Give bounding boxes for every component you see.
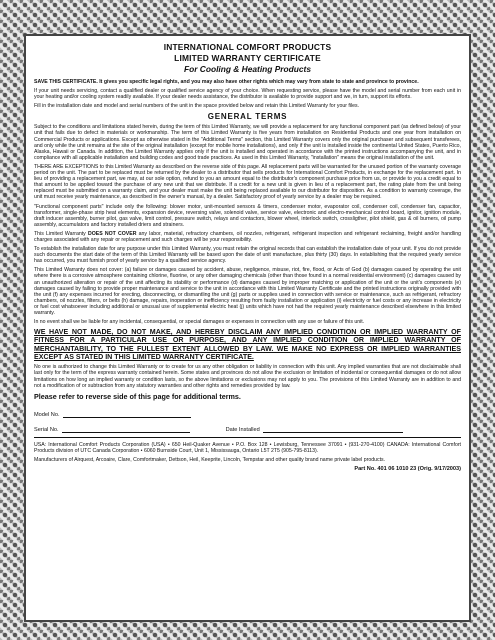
serial-label: Serial No.	[34, 426, 59, 433]
model-label: Model No.	[34, 411, 60, 418]
general-terms-heading: GENERAL TERMS	[207, 112, 288, 122]
functional-parts-paragraph: "Functional component parts" include only the following: blower motor, unit-mounted sensors & timers, condenser motor, evaporator coil, condenser coil, condenser fan, capacitor, transformer, single-phase strip heat elements, expansion device, reversing valve, solenoid valve, service valve, electronic and electro-mechanical control board, ignitor, ignition module, draft inducer assembly, burner pilot, gas valve, limit control, pressure switch, relays and contactors, blower wheel, interlock switch, crossligther, pilot shield, gas & oil burners, oil pump assembly, accumulators and factory installed driers and strainers.	[34, 203, 461, 228]
not-covered-rest: any labor, material, refractory chambers, oil nozzles, refrigerant, refrigerant inspection and refrigerant reclaiming, freight and/or handling charges associated with any repair or replacement and such charges will be your responsibility.	[34, 230, 461, 243]
model-field[interactable]	[63, 411, 191, 418]
save-certificate-text: SAVE THIS CERTIFICATE. It gives you specific legal rights, and you may also have other rights which may vary from state to state and province to province.	[34, 79, 419, 85]
installation-date-paragraph: To establish the installation date for any purpose under this Limited Warranty, you must retain the original records that can establish the installation date of your unit. If you do not provide such documents the start date of the term of this Limited Warranty will be based upon the date of unit manufacture, plus thirty (30) days. In establishing that the required yearly service has occurred, you must furnish proof of yearly service by a qualified service agency.	[34, 246, 461, 265]
certificate-title: LIMITED WARRANTY CERTIFICATE	[174, 53, 321, 63]
serial-field[interactable]	[62, 426, 190, 433]
general-terms-paragraph: Subject to the conditions and limitations stated herein, during the term of this Limited Warranty, we will provide a replacement for any functional component part (as defined below) of your unit that fails due to defect in materials or workmanship. The term of this Limited Warranty is five years from installation on Residential Products and one year from installation on Commercial Products or applications. Except as otherwise stated in the "Additional Terms" section, this Limited Warranty covers only the original purchaser and subsequent transferees, and only while the unit remains at the site of the original installation (except for mobile home installations), and only if the unit is installed inside the continental United States, Puerto Rico, Alaska, Hawaii or Canada. In addition, the Limited Warranty applies only if the unit is installed and operated in accordance with the printed instructions accompanying the unit, and in compliance with all applicable installation and building codes and good trade practices. As used in this Limited Warranty, "installation" means the original installation of the unit.	[34, 124, 461, 161]
service-paragraph: If your unit needs servicing, contact a qualified dealer or qualified service agency of your choice. When requesting service, please have the model and serial number from each unit in your heating and/or cooling system readily available. If your dealer needs assistance, the distributor is available to provide support and we, in turn, support its efforts.	[34, 88, 461, 101]
company-address: USA: International Comfort Products Corporation (USA) • 650 Heil-Quaker Avenue • P.O. Box 128 • Lewisburg, Tennessee 37091 • (931-270-4100) CANADA: International Comfort Products division of UTC Canada Corporation • 6060 Burnside Court, Unit 1, Mississauga, Ontario L5T 2T5 (905-795-8113).	[34, 441, 461, 454]
certificate-subtitle: For Cooling & Heating Products	[183, 64, 312, 74]
authority-paragraph: No one is authorized to change this Limited Warranty or to create for us any other obligation or liability in connection with this unit. Any implied warranties that are not disclaimable shall last only for the term of the express warranty contained herein. Some states and provinces do not allow the exclusion or limitation of incidental or consequential damages or do not allow limitations on how long an implied warranty or condition lasts, so the above limitations or exclusions may not apply to you. The provisions of this Limited Warranty are in addition to and not a modification of or subtraction from any statutory warranties and other rights and remedies provided by law.	[34, 364, 461, 389]
company-name: INTERNATIONAL COMFORT PRODUCTS	[163, 42, 332, 52]
exclusions-paragraph: This Limited Warranty does not cover: (a) failure or damages caused by accident, abuse, negligence, misuse, riot, fire, flood, or Acts of God (b) damages caused by operating the unit where there is a corrosive atmosphere containing chlorine, fluorine, or any other damaging chemicals (other than those found in a normal residential environment) (c) damages caused by an unauthorized alteration or repair of the unit affecting its stability or performance (d) damages caused by improper matching or application of the unit or the unit's components (e) damages caused by failing to provide proper maintenance and service to the unit in accordance with this Limited Warranty Certificate and the printed instructions originally provided with the unit (f) any expenses incurred for erecting, disconnecting, or dismantling the unit (g) parts or supplies used in connection with service or maintenance, such as refrigerant, refractory chambers, oil nozzles, filters, or belts (h) damage, repairs, inoperation or inefficiency resulting from faulty installation or application (i) electricity or fuel costs or any increase in electricity or fuel cost whatsoever including additional or unusual use of supplemental electric heat (j) units which have not had the required yearly maintenance described elsewhere in this limited warranty.	[34, 267, 461, 316]
liability-paragraph: In no event shall we be liable for any incidental, consequential, or special damages or expenses in connection with any use or failure of this unit.	[34, 319, 365, 326]
exceptions-paragraph: THERE ARE EXCEPTIONS to this Limited Warranty as described on the reverse side of this page. All replacement parts will be warranted for the unused portion of the warranty coverage period on the unit. The part to be replaced must be returned by the dealer to a distributor that sells products for International Comfort Products, in exchange for the replacement part. In lieu of providing a replacement part, we may, at our sole option, refund to you an amount equal to the distributor's component purchase price from us, or provide to you a credit equal to that amount to be applied toward the purchase of any new unit that we distribute. If a credit for a new unit is given in lieu of a replacement part, the rating plate from the unit being replaced must be submitted on a warranty claim, and your dealer must make the unit being replaced available to our distributor for disposition. As a condition to warranty coverage, the unit must receive yearly maintenance, as described in the owner's manual, by a dealer. Satisfactory proof of yearly service by a dealer may be required.	[34, 163, 461, 201]
date-label: Date Installed	[225, 426, 260, 433]
model-field-row	[34, 406, 461, 418]
certificate-header	[34, 42, 461, 74]
not-covered-lead: This Limited Warranty	[34, 230, 88, 237]
serial-date-row	[34, 421, 461, 433]
fill-in-paragraph: Fill in the installation date and model and serial numbers of the unit in the space provided below and retain this Limited Warranty for your files.	[34, 103, 360, 110]
date-installed-field[interactable]	[263, 426, 403, 433]
not-covered-emphasis: DOES NOT COVER	[87, 230, 137, 237]
reverse-side-note: Please refer to reverse side of this page for additional terms.	[34, 391, 241, 401]
footer-divider	[34, 437, 461, 438]
not-covered-paragraph	[34, 231, 461, 243]
warranty-disclaimer: WE HAVE NOT MADE, DO NOT MAKE, AND HEREBY DISCLAIM ANY IMPLIED CONDITION OR IMPLIED WARRANTY OF FITNESS FOR A PARTICULAR USE OR PURPOSE, AND ANY IMPLIED CONDITION OR IMPLIED WARRANTY OF MERCHANTABILITY, TO THE FULLEST EXTENT ALLOWED BY LAW. WE MAKE NO EXPRESS OR IMPLIED WARRANTIES EXCEPT AS STATED IN THIS LIMITED WARRANTY CERTIFICATE.	[34, 328, 461, 362]
certificate-body	[26, 36, 469, 620]
part-number: Part No. 401 06 1010 23 (Orig. 9/17/2003)	[354, 466, 461, 473]
brand-list: Manufacturers of Airquest, Arcoaire, Clare, Comfortmaker, Dettson, Heil, Keeprite, Lincoln, Tempstar and other quality brand name private label products.	[34, 456, 386, 463]
